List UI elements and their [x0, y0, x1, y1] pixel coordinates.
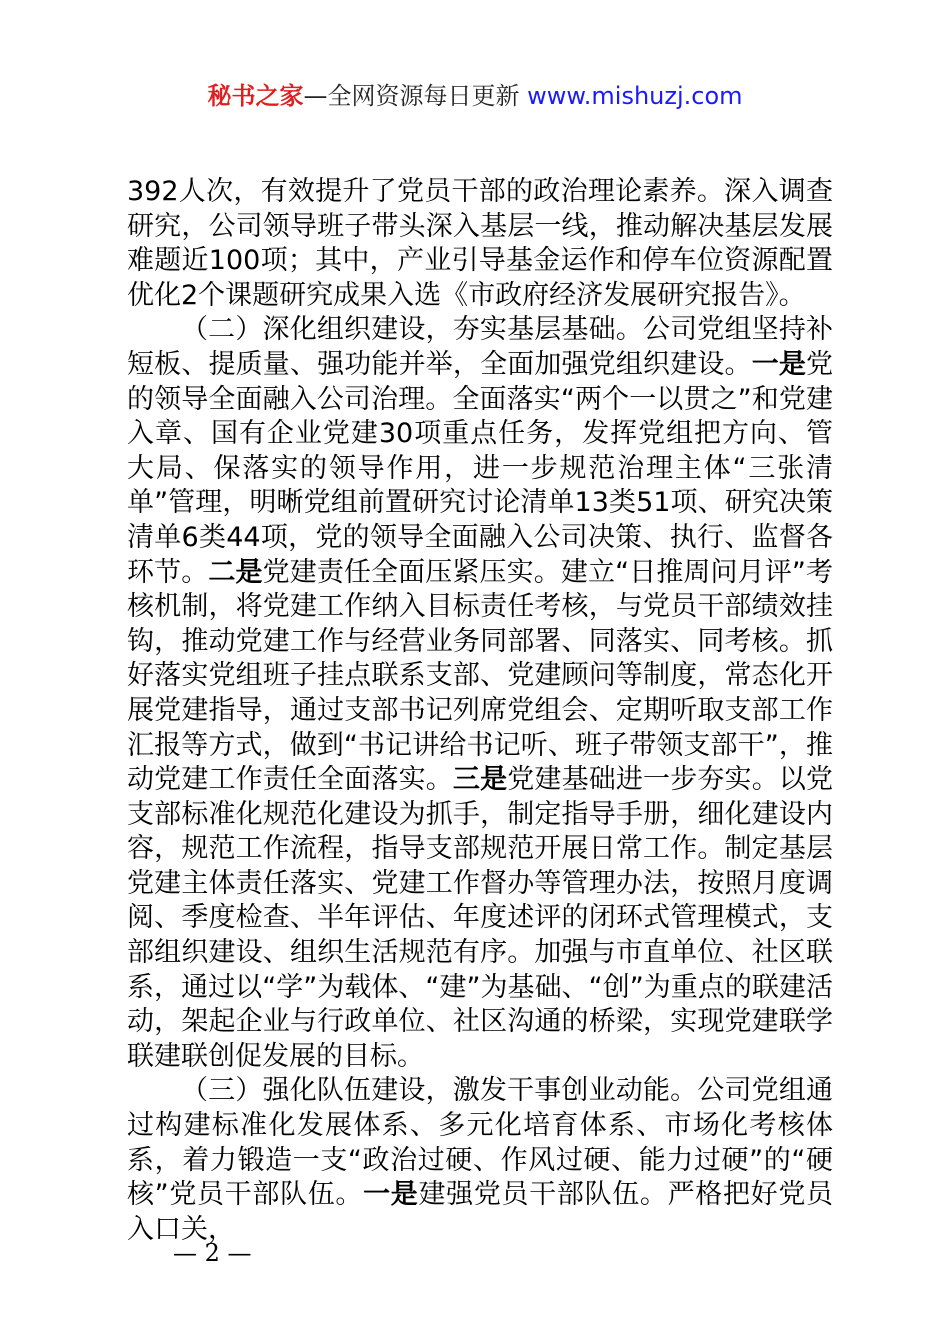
site-header: [0, 80, 950, 112]
header-url[interactable]: www.mishuzj.com: [527, 82, 743, 110]
text-segment: 党的领导全面融入公司治理。全面落实“两个一以贯之”和党建入章、国有企业党建30项重点任务，发挥党组把方向、管大局、保落实的领导作用，进一步规范治理主体“三张清单”管理，明晰党组前置研究讨论清单13类51项、研究决策清单6类44项，党的领导全面融入公司决策、执行、监督各环节。: [127, 348, 834, 588]
text-segment: （二）深化组织建设，夯实基层基础。公司党组坚持补短板、提质量、强功能并举，全面加强党组织建设。: [127, 314, 833, 380]
bold-segment: 一是: [751, 348, 807, 380]
bold-segment: 二是: [208, 556, 263, 588]
text-segment: 党建基础进一步夯实。以党支部标准化规范化建设为抓手，制定指导手册，细化建设内容，规范工作流程，指导支部规范开展日常工作。制定基层党建主体责任落实、党建工作督办等管理办法，按照月度调阅、季度检查、半年评估、年度述评的闭环式管理模式，支部组织建设、组织生活规范有序。加强与市直单位、社区联系，通过以“学”为载体、“建”为基础、“创”为重点的联建活动，架起企业与行政单位、社区沟通的桥梁，实现党建联学联建联创促发展的目标。: [127, 764, 834, 1072]
paragraph: [127, 313, 833, 1074]
paragraph: [127, 175, 833, 313]
document-body: [127, 175, 833, 1247]
text-segment: 建强党员干部队伍。严格把好党员入口关，: [127, 1179, 834, 1245]
paragraph: [127, 1074, 833, 1247]
brand-name: 秘书之家: [207, 82, 304, 110]
text-segment: 392人次，有效提升了党员干部的政治理论素养。深入调查研究，公司领导班子带头深入基层一线，推动解决基层发展难题近100项；其中，产业引导基金运作和停车位资源配置优化2个课题研究成果入选《市政府经济发展研究报告》。: [127, 176, 833, 311]
text-segment: 党建责任全面压紧压实。建立“日推周问月评”考核机制，将党建工作纳入目标责任考核，与党员干部绩效挂钩，推动党建工作与经营业务同部署、同落实、同考核。抓好落实党组班子挂点联系支部、党建顾问等制度，常态化开展党建指导，通过支部书记列席党组会、定期听取支部工作汇报等方式，做到“书记讲给书记听、班子带领支部干”，推动党建工作责任全面落实。: [127, 556, 834, 796]
bold-segment: 三是: [452, 764, 508, 796]
header-slogan: —全网资源每日更新: [303, 82, 528, 110]
text-segment: （三）强化队伍建设，激发干事创业动能。公司党组通过构建标准化发展体系、多元化培育体系、市场化考核体系，着力锻造一支“政治过硬、作风过硬、能力过硬”的“硬核”党员干部队伍。: [127, 1075, 833, 1211]
page-number: — 2 —: [173, 1239, 252, 1267]
bold-segment: 一是: [363, 1179, 419, 1211]
